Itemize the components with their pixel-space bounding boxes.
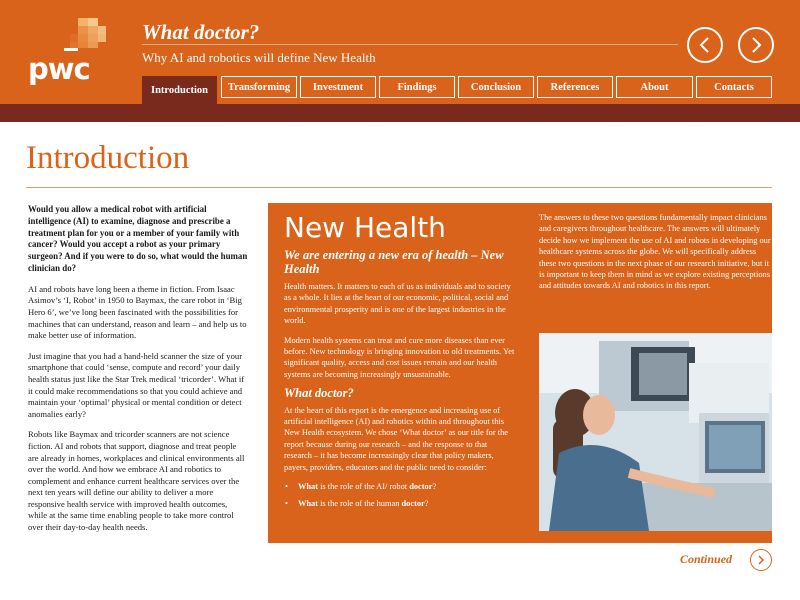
header-strip xyxy=(0,104,800,122)
panel-paragraph: At the heart of this report is the emergence and increasing use of artificial intelligence (AI) and robotics within and throughout this New Health ecosystem. We chose ‘What doctor’ as our title for the report because during our research – and the response to that research – it has become increasingly clear that policy makers, payers, providers, educators and the public need to consider: xyxy=(284,405,508,472)
tab-findings[interactable]: Findings xyxy=(379,76,455,98)
title-divider xyxy=(142,44,678,45)
logo-wordmark: pwc xyxy=(28,52,90,86)
continued-button[interactable] xyxy=(750,549,772,571)
tab-introduction[interactable]: Introduction xyxy=(142,76,217,104)
list-item: • What is the role of the AI/ robot doctor? xyxy=(284,481,516,492)
previous-page-button[interactable] xyxy=(687,27,723,63)
clinician-illustration xyxy=(539,333,772,531)
tab-about[interactable]: About xyxy=(616,76,693,98)
clinician-photo xyxy=(539,333,772,531)
list-item: • What is the role of the human doctor? xyxy=(284,498,516,509)
app-title: What doctor? xyxy=(142,20,260,44)
panel-paragraph: Modern health systems can treat and cure more diseases than ever before. New technology is bringing innovation to old treatments. Yet significant quality, access and cost issues remain and our health systems are becoming increasingly unsustainable. xyxy=(284,335,515,379)
chevron-right-icon xyxy=(756,555,766,565)
tab-conclusion[interactable]: Conclusion xyxy=(458,76,534,98)
page-divider xyxy=(26,187,772,188)
intro-lead-paragraph: Would you allow a medical robot with artificial intelligence (AI) to examine, diagnose and prescribe a treatment plan for you or a member of your family with cancer? Would you accept a robot as your primary surgeon? And if you were to do so, what would the human clinician do? xyxy=(28,204,248,273)
intro-column xyxy=(28,204,248,543)
page-title: Introduction xyxy=(26,140,190,176)
panel-right-column xyxy=(539,212,775,292)
new-health-panel xyxy=(268,203,772,543)
next-page-button[interactable] xyxy=(738,27,774,63)
pwc-logo[interactable] xyxy=(26,18,116,88)
panel-left-column xyxy=(284,281,516,514)
panel-heading: What doctor? xyxy=(284,386,354,401)
chevron-right-icon xyxy=(748,37,764,53)
intro-paragraph: AI and robots have long been a theme in fiction. From Isaac Asimov’s ‘I, Robot’ in 1950 to Baymax, the care robot in ‘Big Hero 6’, we’ve long been fascinated with the possibilities for machines that can understand, reason and learn – and help us to make better use of information. xyxy=(28,283,247,341)
intro-paragraph: Just imagine that you had a hand-held scanner the size of your smartphone that could ‘sense, compute and record’ your daily health status just like the Star Trek medical ‘tricorder’. What if it could make recommendations so that you could achieve and maintain your ‘optimal’ physical or mental condition or detect anomalies early? xyxy=(28,350,245,419)
intro-paragraph: Robots like Baymax and tricorder scanners are not science fiction. AI and robots that support, diagnose and treat people are already in homes, workplaces and clinical environments all over the world. And how we embrace AI and robotics to complement and enhance current healthcare services over the next ten years will define our ability to deliver a more responsive health service with improved health outcomes, while at the same time enabling people to take more control over their day-to-day health needs. xyxy=(28,429,245,533)
chevron-left-icon xyxy=(697,37,713,53)
panel-subtitle: We are entering a new era of health – New Health xyxy=(284,248,504,276)
continued-link[interactable]: Continued xyxy=(680,552,733,566)
tab-contacts[interactable]: Contacts xyxy=(696,76,772,98)
panel-paragraph: The answers to these two questions fundamentally impact clinicians and caregivers throughout healthcare. The answers will ultimately decide how we implement the use of AI and robots in developing our healthcare systems across the globe. We will specifically address these two questions in the next phase of our research initiative, but it is important to keep them in mind as we explore existing perceptions and attitudes towards AI and robotics in this report. xyxy=(539,213,771,291)
tab-investment[interactable]: Investment xyxy=(300,76,376,98)
tab-references[interactable]: References xyxy=(537,76,613,98)
question-list xyxy=(284,481,516,509)
app-subtitle: Why AI and robotics will define New Health xyxy=(142,50,376,65)
tab-transforming[interactable]: Transforming xyxy=(221,76,297,98)
panel-paragraph: Health matters. It matters to each of us as individuals and to society as a whole. It lies at the heart of our economic, political, social and environmental prosperity and is one of the largest industries in the world. xyxy=(284,282,511,326)
panel-title: New Health xyxy=(284,211,446,244)
